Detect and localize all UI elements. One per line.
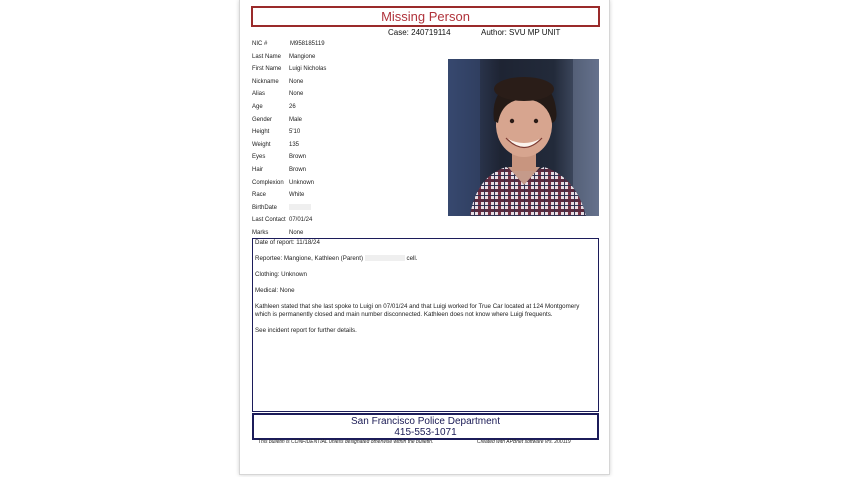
- department-name: San Francisco Police Department: [351, 416, 500, 427]
- field-label: Hair: [252, 167, 264, 173]
- field-label: Eyes: [252, 154, 266, 161]
- field-value: Brown: [289, 154, 307, 161]
- field-label: Weight: [252, 141, 271, 148]
- field-value: None: [289, 230, 304, 236]
- software-note: Created with APBnet software vrs. 200119: [477, 439, 571, 445]
- see-incident-report: See incident report for further details.: [255, 327, 357, 335]
- field-label: Last Contact: [252, 217, 286, 224]
- field-value: [289, 204, 311, 212]
- field-label: Race: [252, 192, 267, 199]
- field-value: White: [289, 192, 305, 199]
- field-value: None: [289, 91, 304, 98]
- field-label: Nickname: [252, 78, 279, 85]
- field-label: First Name: [252, 66, 282, 73]
- field-value: M958185119: [290, 41, 325, 47]
- redacted-birthdate: [289, 204, 311, 210]
- field-label: NIC #: [252, 41, 268, 47]
- medical: Medical: None: [255, 287, 295, 295]
- field-value: 135: [289, 141, 300, 148]
- field-label: Marks: [252, 230, 269, 236]
- field-label: Gender: [252, 116, 273, 123]
- field-value: Male: [289, 116, 303, 123]
- redacted-phone: [365, 255, 405, 261]
- department-phone: 415-553-1071: [394, 427, 457, 438]
- field-value: 26: [289, 104, 296, 110]
- author: Author: SVU MP UNIT: [481, 28, 561, 37]
- case-number: Case: 240719114: [388, 28, 451, 37]
- field-label: Height: [252, 129, 270, 136]
- report-date: Date of report: 11/18/24: [255, 239, 320, 246]
- reportee-text: Reportee: Mangione, Kathleen (Parent): [255, 255, 364, 263]
- field-label: Last Name: [252, 53, 282, 60]
- field-label: BirthDate: [252, 204, 278, 211]
- field-label: Complexion: [252, 179, 284, 186]
- field-value: Unknown: [289, 179, 315, 186]
- department-footer: [252, 413, 599, 440]
- field-label: Age: [252, 104, 263, 110]
- bulletin-page: [239, 0, 610, 475]
- person-photo-illustration: [448, 59, 599, 216]
- clothing: Clothing: Unknown: [255, 271, 307, 279]
- page-title: Missing Person: [251, 6, 600, 27]
- reportee: [255, 255, 598, 263]
- field-value: 5'10: [289, 129, 301, 136]
- field-value: Luigi Nicholas: [289, 66, 327, 73]
- reportee-suffix: cell.: [406, 255, 418, 263]
- field-label: Alias: [252, 91, 266, 98]
- field-value: 07/01/24: [289, 217, 313, 224]
- confidential-note: This bulletin is CONFIDENTIAL unless designated otherwise within the bulletin.: [258, 439, 434, 445]
- report-narrative: [252, 238, 599, 412]
- field-value: Brown: [289, 167, 307, 173]
- narrative-body: Kathleen stated that she last spoke to Luigi on 07/01/24 and that Luigi worked for True Car located at 124 Montgomery which is permanently closed and main number disconnected. Kathleen does not know where Luigi frequents.: [255, 303, 580, 318]
- field-value: Mangione: [289, 53, 316, 60]
- field-value: None: [289, 78, 304, 85]
- person-photo: [448, 59, 599, 216]
